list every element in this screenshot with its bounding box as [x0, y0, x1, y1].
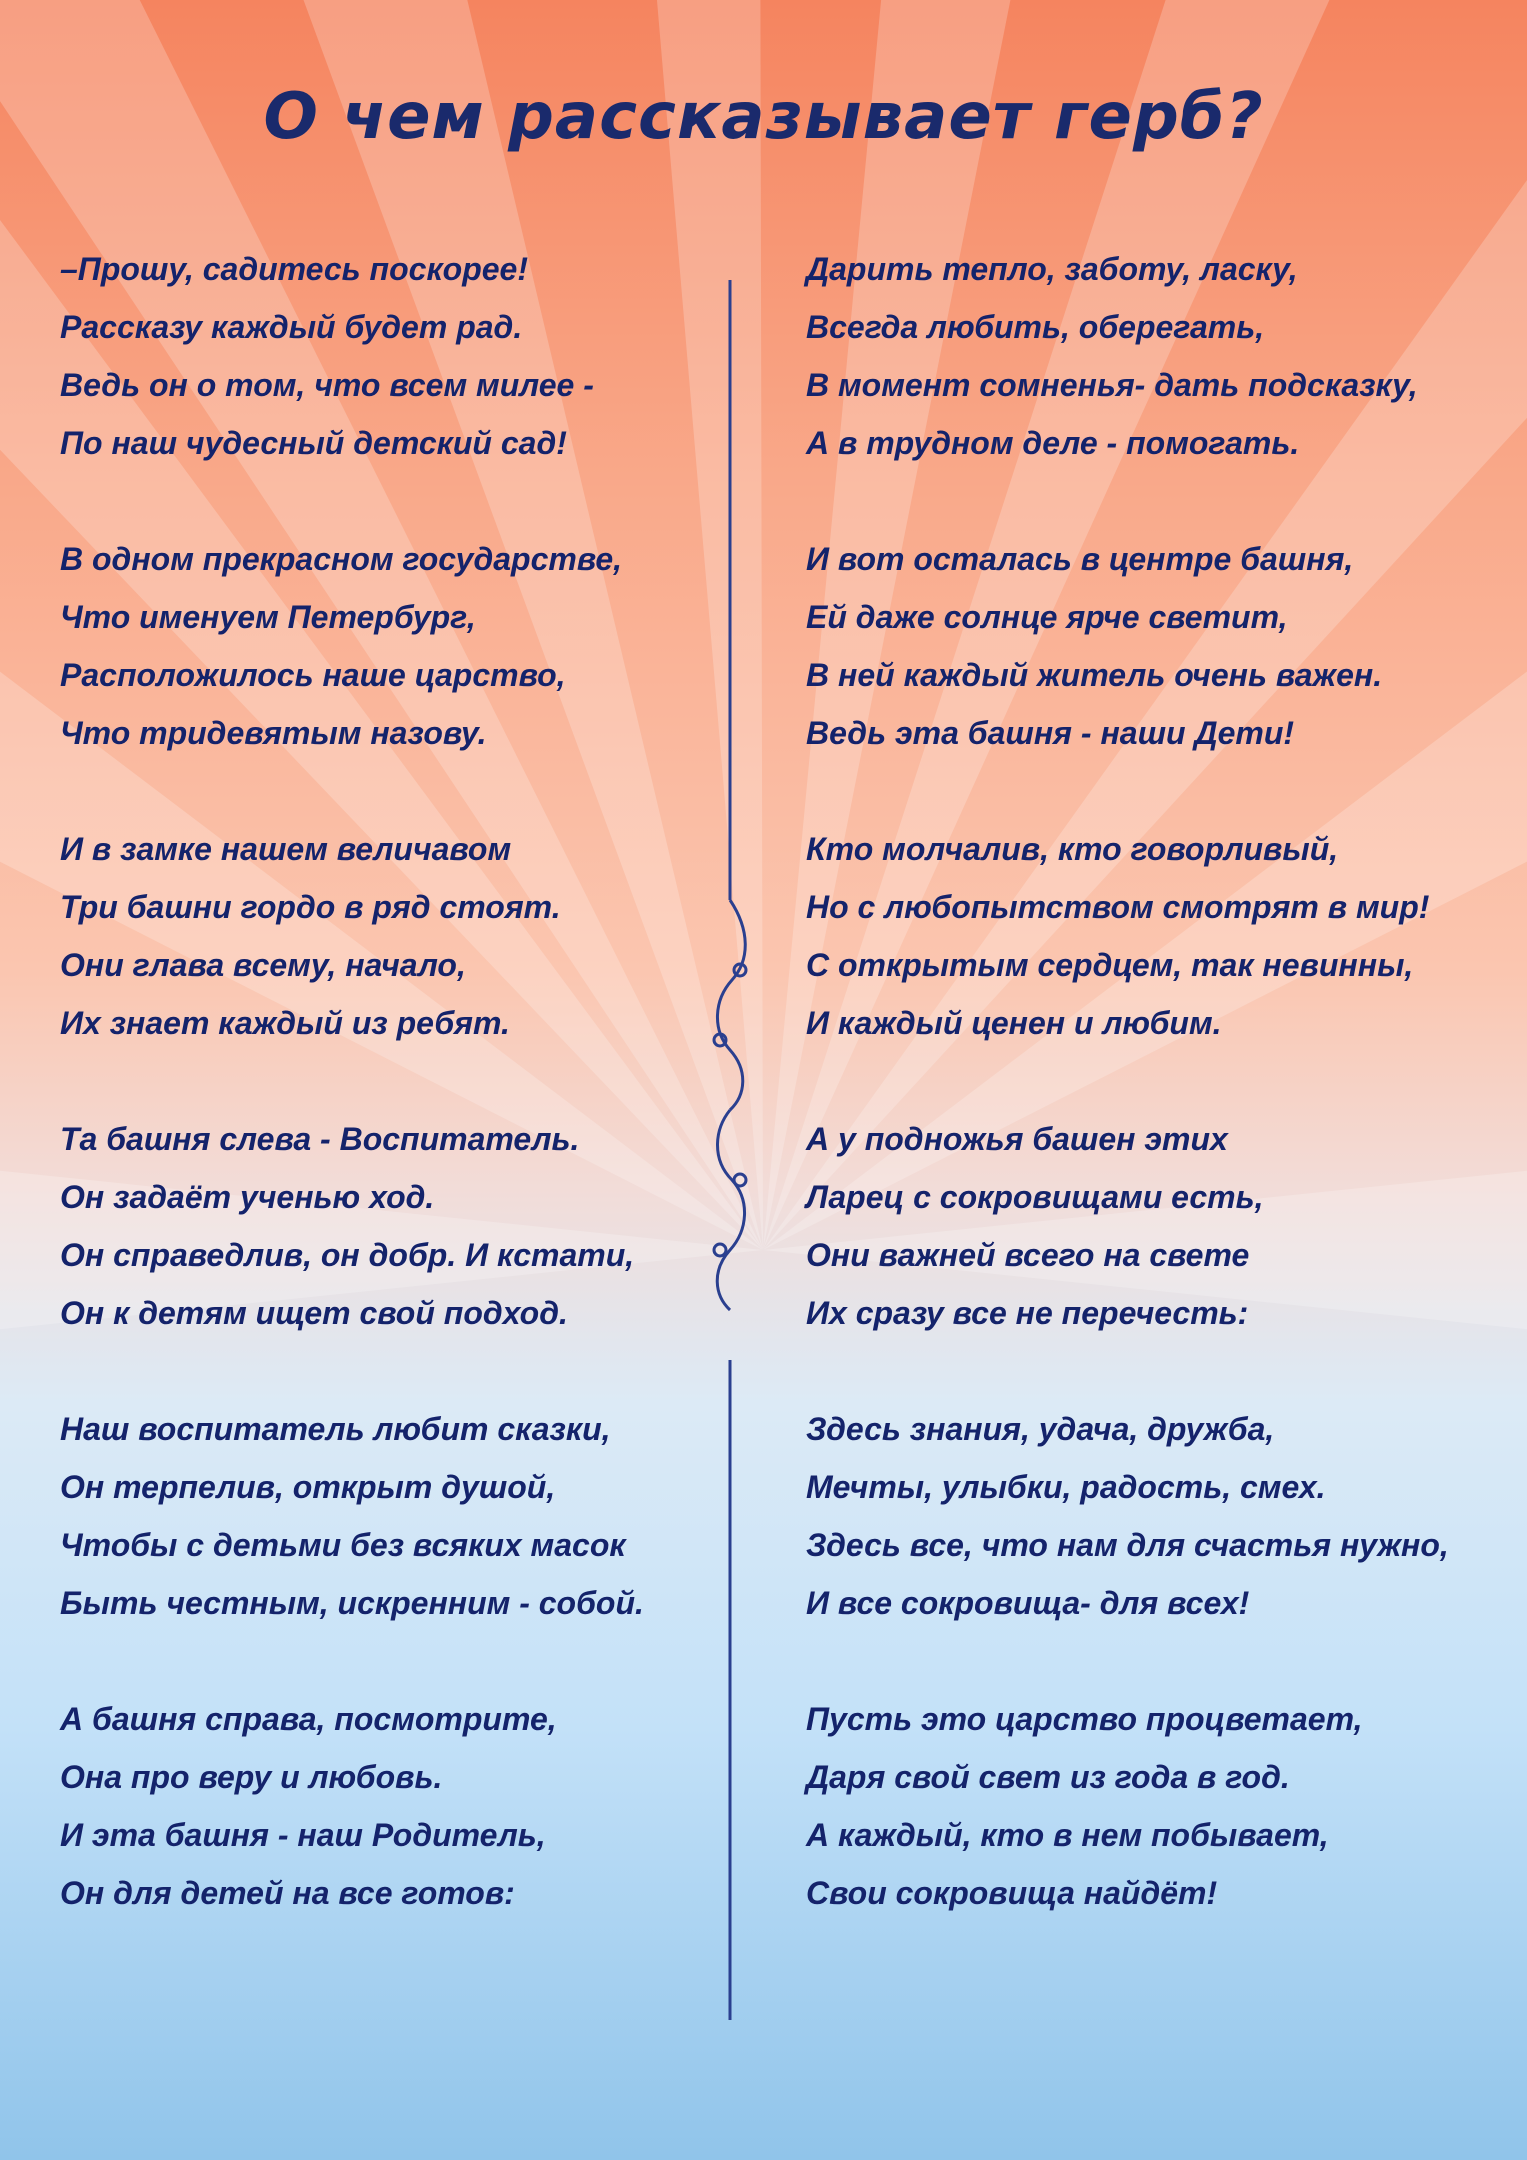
poem-line: Пусть это царство процветает,	[806, 1701, 1363, 1737]
poem-line: Ларец с сокровищами есть,	[806, 1179, 1264, 1215]
poem-line: Они важней всего на свете	[806, 1237, 1250, 1273]
poem-line: И каждый ценен и любим.	[806, 1005, 1222, 1041]
stanza	[60, 820, 710, 1052]
poem-line: И все сокровища- для всех!	[806, 1585, 1250, 1621]
poem-line: Дарить тепло, заботу, ласку,	[806, 251, 1298, 287]
stanza	[806, 820, 1506, 1052]
poem-line: Ведь эта башня - наши Дети!	[806, 715, 1295, 751]
poem-line: Что именуем Петербург,	[60, 599, 476, 635]
poem-line: Он для детей на все готов:	[60, 1875, 515, 1911]
stanza	[60, 1690, 710, 1922]
poem-line: Они глава всему, начало,	[60, 947, 466, 983]
poem-line: Здесь знания, удача, дружба,	[806, 1411, 1275, 1447]
poem-line: Ей даже солнце ярче светит,	[806, 599, 1288, 635]
poem-line: –Прошу, садитесь поскорее!	[60, 251, 528, 287]
poem-line: А башня справа, посмотрите,	[60, 1701, 557, 1737]
poem-line: Кто молчалив, кто говорливый,	[806, 831, 1339, 867]
poem-line: Он справедлив, он добр. И кстати,	[60, 1237, 635, 1273]
poem-line: Быть честным, искренним - собой.	[60, 1585, 644, 1621]
poem-line: И в замке нашем величавом	[60, 831, 512, 867]
poem-line: А в трудном деле - помогать.	[806, 425, 1300, 461]
poem-line: Три башни гордо в ряд стоят.	[60, 889, 561, 925]
stanza	[60, 530, 710, 762]
stanza	[60, 1110, 710, 1342]
stanza	[806, 1110, 1506, 1342]
stanza	[806, 1400, 1506, 1632]
poem-line: Мечты, улыбки, радость, смех.	[806, 1469, 1326, 1505]
left-column	[60, 240, 710, 1980]
stanza	[60, 1400, 710, 1632]
poem-line: В момент сомненья- дать подсказку,	[806, 367, 1418, 403]
poem-line: Свои сокровища найдёт!	[806, 1875, 1218, 1911]
right-column	[806, 240, 1506, 1980]
poem-line: Она про веру и любовь.	[60, 1759, 443, 1795]
poem-line: И вот осталась в центре башня,	[806, 541, 1354, 577]
poem-line: Он к детям ищет свой подход.	[60, 1295, 568, 1331]
poem-line: Их сразу все не перечесть:	[806, 1295, 1249, 1331]
ornamental-divider	[700, 280, 760, 2020]
poem-line: А у подножья башен этих	[806, 1121, 1228, 1157]
poem-line: Ведь он о том, что всем милее -	[60, 367, 594, 403]
poem-line: По наш чудесный детский сад!	[60, 425, 567, 461]
poem-line: Даря свой свет из года в год.	[806, 1759, 1290, 1795]
stanza	[806, 530, 1506, 762]
poem-line: Наш воспитатель любит сказки,	[60, 1411, 611, 1447]
poem-line: В ней каждый житель очень важен.	[806, 657, 1383, 693]
poem-line: Он задаёт ученью ход.	[60, 1179, 435, 1215]
poem-line: Их знает каждый из ребят.	[60, 1005, 510, 1041]
stanza	[806, 240, 1506, 472]
poem-title: О чем рассказывает герб?	[263, 80, 1264, 154]
stanza	[806, 1690, 1506, 1922]
poem-line: Рассказу каждый будет рад.	[60, 309, 523, 345]
poem-line: С открытым сердцем, так невинны,	[806, 947, 1414, 983]
poem-line: Расположилось наше царство,	[60, 657, 566, 693]
poem-line: Что тридевятым назову.	[60, 715, 487, 751]
poem-line: А каждый, кто в нем побывает,	[806, 1817, 1329, 1853]
poem-line: И эта башня - наш Родитель,	[60, 1817, 546, 1853]
poem-line: Чтобы с детьми без всяких масок	[60, 1527, 626, 1563]
poem-line: Та башня слева - Воспитатель.	[60, 1121, 580, 1157]
poem-line: В одном прекрасном государстве,	[60, 541, 623, 577]
poem-line: Здесь все, что нам для счастья нужно,	[806, 1527, 1449, 1563]
poem-line: Всегда любить, оберегать,	[806, 309, 1265, 345]
poem-line: Он терпелив, открыт душой,	[60, 1469, 556, 1505]
poem-line: Но с любопытством смотрят в мир!	[806, 889, 1430, 925]
stanza	[60, 240, 710, 472]
